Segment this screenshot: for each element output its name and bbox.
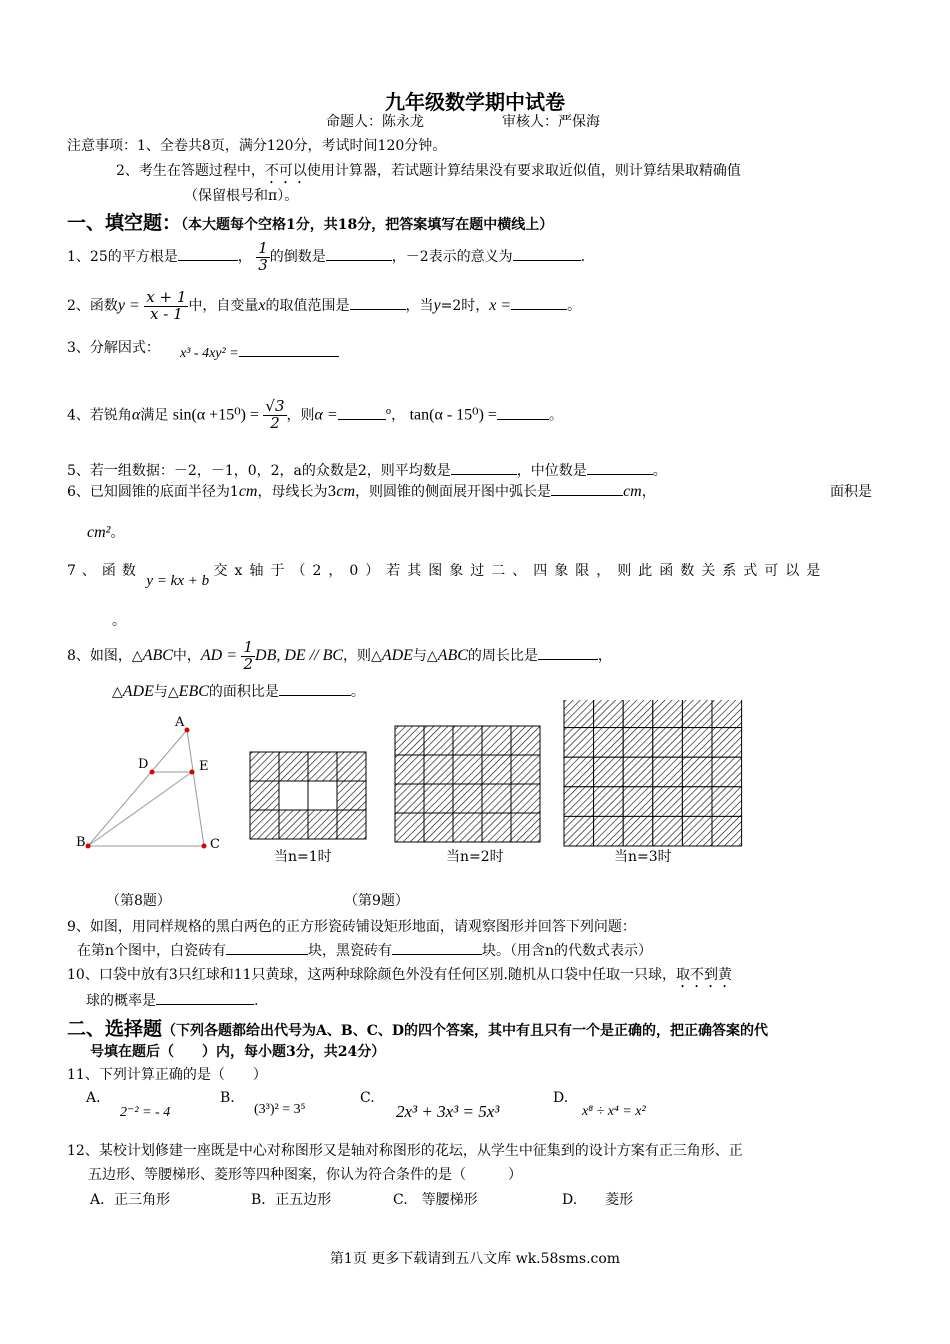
point-b <box>86 844 91 849</box>
q2-frac-num: x + 1 <box>146 287 187 306</box>
black-tile <box>250 810 279 839</box>
black-tile <box>653 700 683 728</box>
tile-grid-n1 <box>250 752 366 839</box>
tile-grid-n2 <box>395 726 540 842</box>
black-tile <box>453 813 482 842</box>
q7-text-c: 。 <box>112 613 126 629</box>
black-tile <box>564 787 594 817</box>
question-3 <box>67 337 160 357</box>
q2-text-b: 中，自变量 <box>188 298 259 314</box>
section-2-note-1: （下列各题都给出代号为A、B、C、D的四个答案，其中有且只有一个是正确的，把正确答案的代 <box>162 1023 768 1039</box>
point-a <box>185 728 190 733</box>
black-tile <box>653 757 683 787</box>
black-tile <box>653 816 683 846</box>
black-tile <box>594 816 624 846</box>
question-5 <box>67 460 667 480</box>
black-tile <box>564 700 594 728</box>
q9-text-d: 块。（用含n的代数式表示） <box>482 943 653 959</box>
q1-text-d: ，－2表示的意义为 <box>391 249 513 265</box>
q10-line-2 <box>86 990 258 1010</box>
black-tile <box>712 757 742 787</box>
q6-blank-1[interactable] <box>551 481 623 496</box>
q2-var-x: x <box>258 297 266 314</box>
question-2 <box>67 286 581 326</box>
black-tile <box>712 728 742 758</box>
figure-8-triangle <box>76 715 220 852</box>
q10-text-c: . <box>254 993 259 1009</box>
black-tile <box>279 752 308 781</box>
question-6 <box>67 481 656 501</box>
black-tile <box>594 728 624 758</box>
black-tile <box>453 755 482 784</box>
q4-sin-expr: sin(α +15⁰) = <box>172 406 259 424</box>
label-e: E <box>199 759 209 774</box>
q9-text-b: 在第n个图中，白瓷砖有 <box>77 943 227 959</box>
q8-ade: ADE <box>381 647 413 664</box>
question-8 <box>67 636 612 676</box>
q1-fraction <box>256 238 270 274</box>
q7-expression: y = kx + b <box>146 573 210 589</box>
q4-text-d: ， <box>391 407 406 424</box>
q4-text-a: 4、若锐角 <box>67 407 132 424</box>
black-tile <box>337 810 366 839</box>
author-line: 命题人：陈永龙 <box>326 114 424 130</box>
black-tile <box>250 752 279 781</box>
q12-option-c: C. 等腰梯形 <box>393 1192 478 1208</box>
black-tile <box>682 728 712 758</box>
black-tile <box>623 787 653 817</box>
q12-line-2: 五边形、等腰梯形、菱形等四种图案，你认为符合条件的是（ ） <box>88 1167 522 1183</box>
black-tile <box>623 816 653 846</box>
black-tile <box>279 810 308 839</box>
black-tile <box>453 726 482 755</box>
black-tile <box>594 700 624 728</box>
black-tile <box>653 728 683 758</box>
q3-expression: x³ - 4xy² = <box>180 346 239 361</box>
section-2-title: 二、选择题 <box>67 1018 163 1040</box>
black-tile <box>682 787 712 817</box>
q8-abc-2: ABC <box>437 647 468 664</box>
q8-ad: AD = <box>200 647 238 664</box>
q11-option-c-label: C. <box>360 1090 375 1106</box>
label-d: D <box>138 757 149 772</box>
q8-ebc: EBC <box>178 683 209 700</box>
q6-text-d: ， <box>641 484 656 500</box>
q4-text-b: 满足 <box>140 407 169 424</box>
q2-text-a: 2、函数 <box>67 298 118 314</box>
note-line-2-part-a: 2、考生在答题过程中， <box>116 163 265 179</box>
black-tile <box>395 726 424 755</box>
q6-text-b: ，母线长为3 <box>257 484 337 500</box>
q1-blank-1[interactable] <box>178 246 238 261</box>
q8-blank-1[interactable] <box>538 645 598 660</box>
q8-text-a: 8、如图，△ <box>67 648 143 664</box>
q9-blank-1[interactable] <box>226 940 308 955</box>
q9-text-c: 块，黑瓷砖有 <box>308 943 393 959</box>
q1-frac-den: 3 <box>258 255 268 274</box>
q6-text-f: 。 <box>110 525 125 541</box>
page-title: 九年级数学期中试卷 <box>385 90 565 114</box>
black-tile <box>564 757 594 787</box>
q11-option-c: 2x³ + 3x³ = 5x³ <box>396 1102 500 1121</box>
figures-area <box>0 700 950 870</box>
label-c: C <box>210 837 220 852</box>
q4-text-e: 。 <box>548 407 563 424</box>
q8-ade-2: ADE <box>122 683 154 700</box>
black-tile <box>712 816 742 846</box>
black-tile <box>482 755 511 784</box>
section-1-heading <box>67 208 553 235</box>
q10-emphasis: 取不到黄 <box>675 967 732 983</box>
question-10 <box>67 964 732 991</box>
note-line-3: （保留根号和π）。 <box>184 188 299 204</box>
reviewer-line: 审核人：严保海 <box>502 114 600 130</box>
black-tile <box>308 752 337 781</box>
q2-text-f: 。 <box>567 298 582 314</box>
question-11: 11、下列计算正确的是（ ） <box>67 1067 267 1083</box>
q10-text-b: 球的概率是 <box>86 993 156 1009</box>
black-tile <box>424 813 453 842</box>
q7-text-b: 交x轴于（2，0）若其图象过二、四象限，则此函数关系式可以是 <box>213 563 828 579</box>
note-line-2-part-b: 使用计算器，若试题计算结果没有要求取近似值，则计算结果取精确值 <box>306 163 741 179</box>
figure-8-caption: （第8题） <box>106 893 171 909</box>
q8-text-j: 。 <box>350 684 365 700</box>
q8-db: DB, DE // BC <box>255 647 344 664</box>
q1-text-b: ， <box>237 249 252 265</box>
black-tile <box>564 816 594 846</box>
black-tile <box>424 726 453 755</box>
q4-alpha-eq: α = <box>314 406 338 424</box>
q6-text-c: ，则圆锥的侧面展开图中弧长是 <box>355 484 552 500</box>
black-tile <box>623 757 653 787</box>
black-tile <box>594 787 624 817</box>
q1-frac-num: 1 <box>258 238 268 257</box>
q11-option-d: x⁸ ÷ x⁴ = x² <box>582 1104 646 1119</box>
black-tile <box>337 752 366 781</box>
q8-text-g: △ <box>112 684 123 700</box>
q5-blank-2[interactable] <box>587 460 653 475</box>
question-1 <box>67 238 585 276</box>
page-footer: 第1页 更多下载请到五八文库 wk.58sms.com <box>329 1251 621 1267</box>
note-line-1: 注意事项：1、全卷共8页，满分120分，考试时间120分钟。 <box>67 138 447 154</box>
q7-text-a: 7、函数 <box>67 563 142 579</box>
black-tile <box>511 755 540 784</box>
caption-n2: 当n=2时 <box>446 849 504 865</box>
note-line-2 <box>116 160 741 187</box>
point-c <box>202 844 207 849</box>
q2-var-y: y <box>433 297 441 314</box>
q6-area-label: 面积是 <box>830 484 872 500</box>
q8-line-2 <box>112 681 365 701</box>
q12-option-a: A．正三角形 <box>90 1192 171 1208</box>
black-tile <box>482 813 511 842</box>
black-tile <box>511 813 540 842</box>
black-tile <box>482 726 511 755</box>
black-tile <box>653 787 683 817</box>
q10-text-a: 10、口袋中放有3只红球和11只黄球，这两种球除颜色外没有任何区别.随机从口袋中任取一只球， <box>67 967 676 983</box>
question-9: 9、如图，用同样规格的黑白两色的正方形瓷砖铺设矩形地面，请观察图形并回答下列问题： <box>67 919 636 935</box>
black-tile <box>395 813 424 842</box>
q5-blank-1[interactable] <box>451 460 517 475</box>
section-1-note: （本大题每个空格1分，共18分，把答案填写在题中横线上） <box>181 217 554 233</box>
q2-text-d: ，当 <box>405 298 434 314</box>
q8-text-h: 与△ <box>153 684 179 700</box>
q4-frac-den: 2 <box>270 414 280 433</box>
q12-option-d: D. 菱形 <box>562 1192 634 1208</box>
q11-option-a-label: A. <box>86 1090 101 1106</box>
q8-text-c: ，则△ <box>343 648 382 664</box>
q8-text-e: 的周长比是 <box>467 648 538 664</box>
q2-text-c: 的取值范围是 <box>265 298 350 314</box>
q8-frac-den: 2 <box>243 654 254 673</box>
black-tile <box>712 700 742 728</box>
q1-text-a: 1、25的平方根是 <box>67 249 178 265</box>
caption-n1: 当n=1时 <box>274 849 332 865</box>
note-emphasis: 不可以 <box>264 163 307 179</box>
q9-blank-2[interactable] <box>392 940 482 955</box>
figure-9-caption: （第9题） <box>344 893 409 909</box>
black-tile <box>594 757 624 787</box>
q8-text-f: ， <box>597 648 612 664</box>
point-e <box>190 770 195 775</box>
white-tile <box>308 781 337 810</box>
q8-text-b: 中， <box>172 648 201 664</box>
q6-unit-1: cm <box>238 483 258 500</box>
q7-blank-line <box>112 610 126 630</box>
q4-degree: o <box>385 407 392 417</box>
question-12: 12、某校计划修建一座既是中心对称图形又是轴对称图形的花坛，从学生中征集到的设计方案有正三角形、正 <box>67 1143 743 1159</box>
q3-text-a: 3、分解因式： <box>67 340 160 356</box>
q8-blank-2[interactable] <box>279 681 351 696</box>
q2-y-eq: y = <box>117 297 140 314</box>
q4-blank-2[interactable] <box>497 405 549 420</box>
q6-unit-3: cm <box>623 483 642 500</box>
black-tile <box>395 784 424 813</box>
white-tile <box>279 781 308 810</box>
q4-tan-expr: tan(α - 15⁰) = <box>409 406 497 424</box>
q6-unit-2: cm <box>336 483 356 500</box>
black-tile <box>482 784 511 813</box>
black-tile <box>682 700 712 728</box>
q2-blank-1[interactable] <box>350 295 406 310</box>
q6-line-2 <box>87 522 124 542</box>
q2-x-eq: x = <box>489 297 512 314</box>
black-tile <box>424 755 453 784</box>
point-d <box>150 770 155 775</box>
label-a: A <box>175 715 185 730</box>
q8-fraction <box>241 637 255 673</box>
q6-text-a: 6、已知圆锥的底面半径为1 <box>67 484 239 500</box>
q8-text-i: 的面积比是 <box>208 684 279 700</box>
q9-line-2 <box>77 940 652 960</box>
q1-blank-2[interactable] <box>326 246 392 261</box>
q3-blank[interactable] <box>239 342 339 357</box>
black-tile <box>453 784 482 813</box>
black-tile <box>511 784 540 813</box>
q12-option-b: B．正五边形 <box>251 1192 332 1208</box>
black-tile <box>424 784 453 813</box>
q3-expression-row <box>180 342 339 362</box>
q8-abc: ABC <box>142 647 173 664</box>
q4-fraction <box>263 399 286 432</box>
section-2-heading <box>67 1014 768 1041</box>
q4-text-c: ，则 <box>286 407 315 424</box>
q1-text-c: 的倒数是 <box>269 249 326 265</box>
q1-text-e: . <box>580 249 586 265</box>
black-tile <box>682 816 712 846</box>
black-tile <box>337 781 366 810</box>
q1-blank-3[interactable] <box>513 246 581 261</box>
caption-n3: 当n=3时 <box>614 849 672 865</box>
black-tile <box>511 726 540 755</box>
q11-option-b-label: B. <box>220 1090 235 1106</box>
section-2-note-2: 号填在题后（ ）内，每小题3分，共24分） <box>90 1044 386 1060</box>
q5-text-b: ，中位数是 <box>516 463 587 479</box>
question-7 <box>67 560 882 589</box>
black-tile <box>682 757 712 787</box>
q2-blank-2[interactable] <box>511 295 567 310</box>
q6-unit-4: cm² <box>87 524 111 541</box>
black-tile <box>623 700 653 728</box>
black-tile <box>712 787 742 817</box>
q8-text-d: 与△ <box>412 648 438 664</box>
question-4 <box>67 390 563 438</box>
tile-grid-n3 <box>564 700 742 846</box>
black-tile <box>623 728 653 758</box>
q10-blank[interactable] <box>156 990 254 1005</box>
black-tile <box>395 755 424 784</box>
q5-text-c: 。 <box>652 463 667 479</box>
q4-alpha: α <box>131 406 141 424</box>
q11-option-a: 2⁻² = - 4 <box>120 1105 171 1120</box>
label-b: B <box>76 835 86 850</box>
q11-option-b: (3³)² = 3⁵ <box>254 1102 306 1117</box>
q4-blank-1[interactable] <box>338 405 386 420</box>
q2-text-e: =2时， <box>440 298 490 314</box>
black-tile <box>564 728 594 758</box>
q2-frac-den: x - 1 <box>150 304 183 323</box>
black-tile <box>250 781 279 810</box>
q2-fraction <box>144 287 188 323</box>
q5-text-a: 5、若一组数据：－2，－1，0，2，a的众数是2，则平均数是 <box>67 463 451 479</box>
black-tile <box>308 810 337 839</box>
section-1-title: 一、填空题： <box>67 212 182 234</box>
q8-frac-num: 1 <box>243 637 254 656</box>
q4-frac-num: √3 <box>265 397 285 416</box>
q11-option-d-label: D. <box>553 1090 569 1106</box>
